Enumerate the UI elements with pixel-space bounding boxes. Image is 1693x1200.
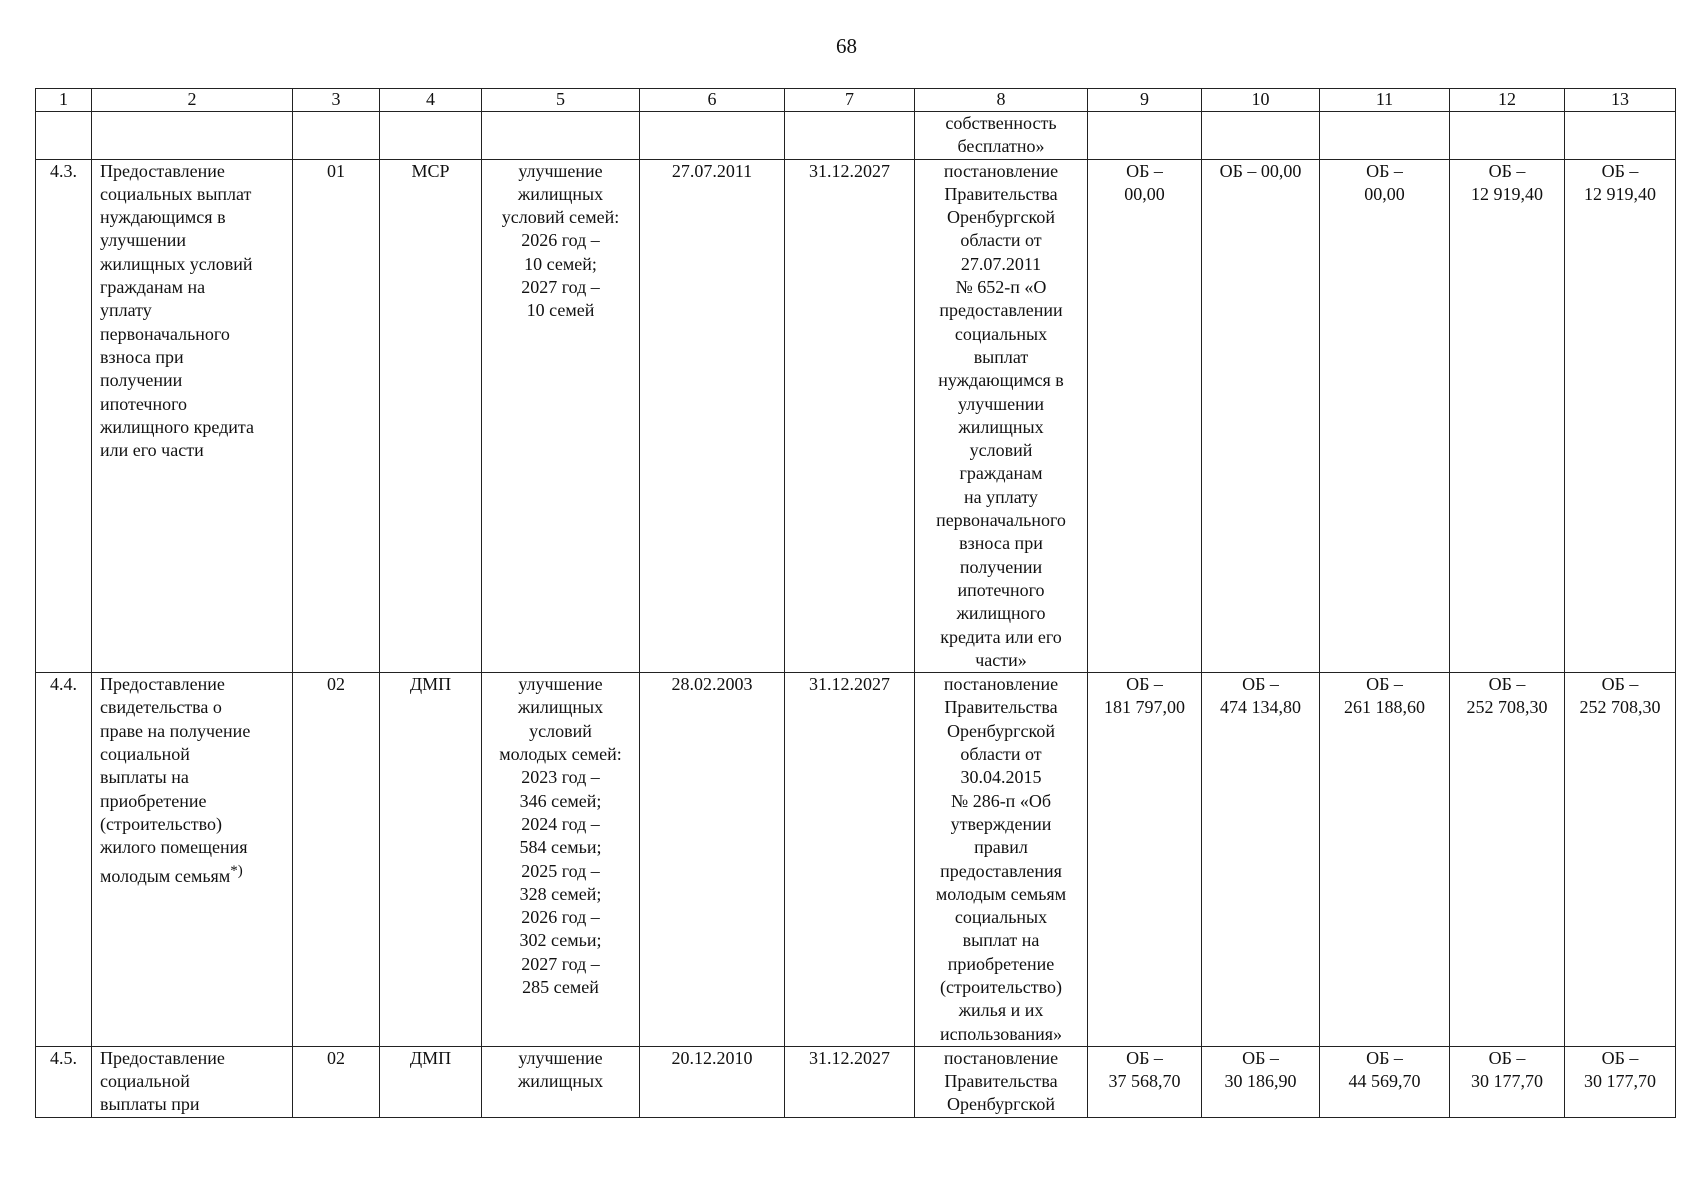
funding-value: ОБ – 261 188,60	[1320, 673, 1450, 1047]
column-number: 9	[1088, 89, 1202, 112]
measure-code	[293, 112, 380, 160]
funding-value	[1202, 112, 1320, 160]
expected-result: улучшение жилищных условий семей: 2026 год – 10 семей; 2027 год – 10 семей	[482, 159, 640, 673]
start-date: 28.02.2003	[640, 673, 785, 1047]
column-number: 3	[293, 89, 380, 112]
funding-value: ОБ – 181 797,00	[1088, 673, 1202, 1047]
legal-basis: постановление Правительства Оренбургской	[915, 1046, 1088, 1117]
column-number: 12	[1450, 89, 1565, 112]
funding-value	[1565, 112, 1676, 160]
end-date: 31.12.2027	[785, 1046, 915, 1117]
executor	[380, 112, 482, 160]
funding-value: ОБ – 00,00	[1202, 159, 1320, 673]
expected-result: улучшение жилищных условий молодых семей: 2023 год – 346 семей; 2024 год – 584 семьи; 2025 год – 328 семей; 2026 год – 302 семьи; 2027 год – 285 семей	[482, 673, 640, 1047]
row-number: 4.5.	[36, 1046, 92, 1117]
row-number	[36, 112, 92, 160]
table-row	[36, 112, 1676, 160]
start-date	[640, 112, 785, 160]
table-row	[36, 673, 1676, 1047]
row-number: 4.4.	[36, 673, 92, 1047]
program-measures-table	[35, 88, 1676, 1118]
expected-result: улучшение жилищных	[482, 1046, 640, 1117]
measure-name: Предоставление социальных выплат нуждающимся в улучшении жилищных условий гражданам на уплату первоначального взноса при получении ипотечного жилищного кредита или его части	[92, 159, 293, 673]
column-number: 1	[36, 89, 92, 112]
funding-value: ОБ – 30 177,70	[1565, 1046, 1676, 1117]
column-number: 2	[92, 89, 293, 112]
column-number: 11	[1320, 89, 1450, 112]
legal-basis: постановление Правительства Оренбургской области от 27.07.2011 № 652-п «О предоставлении социальных выплат нуждающимся в улучшении жилищных условий гражданам на уплату первоначального взноса при получении ипотечного жилищного кредита или его части»	[915, 159, 1088, 673]
funding-value: ОБ – 252 708,30	[1450, 673, 1565, 1047]
measure-code: 02	[293, 673, 380, 1047]
funding-value: ОБ – 37 568,70	[1088, 1046, 1202, 1117]
footnote-mark: *)	[230, 862, 243, 879]
funding-value: ОБ – 30 177,70	[1450, 1046, 1565, 1117]
funding-value	[1320, 112, 1450, 160]
row-number: 4.3.	[36, 159, 92, 673]
column-number: 7	[785, 89, 915, 112]
column-number-row	[36, 89, 1676, 112]
measure-name: Предоставление социальной выплаты при	[92, 1046, 293, 1117]
expected-result	[482, 112, 640, 160]
funding-value	[1450, 112, 1565, 160]
start-date: 27.07.2011	[640, 159, 785, 673]
column-number: 13	[1565, 89, 1676, 112]
column-number: 4	[380, 89, 482, 112]
funding-value: ОБ – 30 186,90	[1202, 1046, 1320, 1117]
funding-value: ОБ – 252 708,30	[1565, 673, 1676, 1047]
executor: МСР	[380, 159, 482, 673]
measure-name: Предоставление свидетельства о праве на получение социальной выплаты на приобретение (строительство) жилого помещения молодым семьям	[100, 674, 251, 886]
measure-code: 01	[293, 159, 380, 673]
measure-name	[92, 112, 293, 160]
start-date: 20.12.2010	[640, 1046, 785, 1117]
table-row	[36, 159, 1676, 673]
funding-value: ОБ – 00,00	[1088, 159, 1202, 673]
measure-code: 02	[293, 1046, 380, 1117]
legal-basis: собственность бесплатно»	[915, 112, 1088, 160]
table-row	[36, 1046, 1676, 1117]
funding-value: ОБ – 12 919,40	[1565, 159, 1676, 673]
end-date	[785, 112, 915, 160]
funding-value: ОБ – 00,00	[1320, 159, 1450, 673]
funding-value	[1088, 112, 1202, 160]
executor: ДМП	[380, 1046, 482, 1117]
measure-name-cell	[92, 673, 293, 1047]
end-date: 31.12.2027	[785, 673, 915, 1047]
funding-value: ОБ – 12 919,40	[1450, 159, 1565, 673]
page-number: 68	[836, 34, 857, 58]
funding-value: ОБ – 474 134,80	[1202, 673, 1320, 1047]
executor: ДМП	[380, 673, 482, 1047]
column-number: 6	[640, 89, 785, 112]
column-number: 5	[482, 89, 640, 112]
column-number: 10	[1202, 89, 1320, 112]
end-date: 31.12.2027	[785, 159, 915, 673]
funding-value: ОБ – 44 569,70	[1320, 1046, 1450, 1117]
legal-basis: постановление Правительства Оренбургской области от 30.04.2015 № 286-п «Об утверждении правил предоставления молодым семьям социальных выплат на приобретение (строительство) жилья и их использования»	[915, 673, 1088, 1047]
column-number: 8	[915, 89, 1088, 112]
